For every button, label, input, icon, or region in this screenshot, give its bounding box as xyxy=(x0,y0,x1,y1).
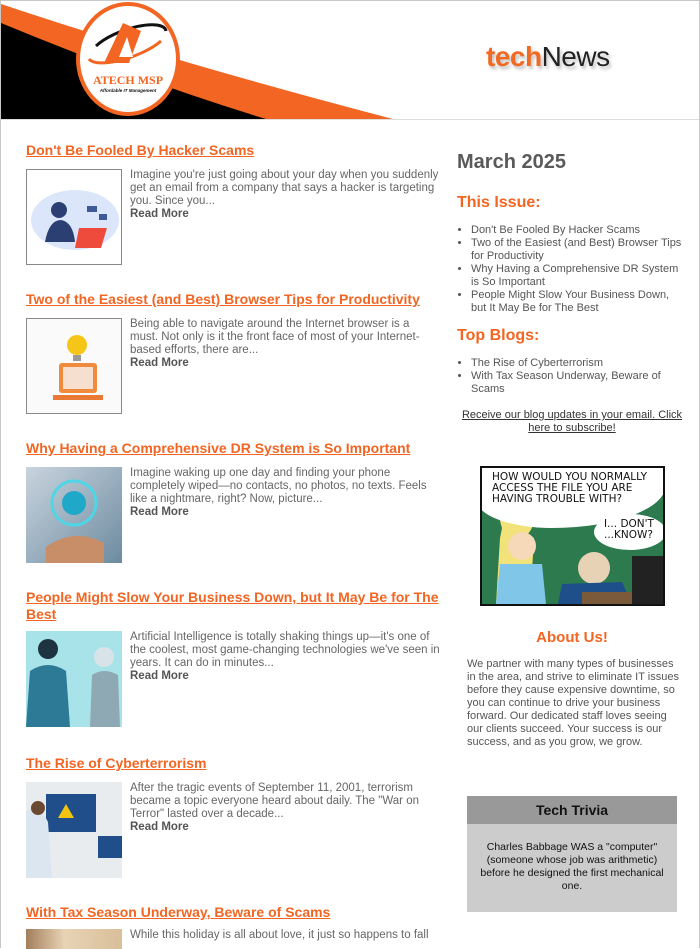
article xyxy=(26,589,441,727)
issue-month: March 2025 xyxy=(457,151,566,173)
article-title-link[interactable]: Why Having a Comprehensive DR System is So Important xyxy=(26,440,411,456)
about-text: We partner with many types of businesses in the area, and strive to eliminate IT issues before they cause expensive downtime, so you can continue to drive your business forward. Our dedicated staff loves seeing our clients succeed. Your success is our success, and as you grow, we grow. xyxy=(467,658,679,748)
top-blogs-list xyxy=(457,357,682,396)
this-issue-heading: This Issue: xyxy=(457,194,541,211)
this-issue-item[interactable]: • Two of the Easiest (and Best) Browser Tips for Productivity xyxy=(471,237,682,263)
article-title-link[interactable]: Don't Be Fooled By Hacker Scams xyxy=(26,142,255,158)
read-more-link[interactable]: Read More xyxy=(130,821,189,833)
this-issue-item[interactable]: • Don't Be Fooled By Hacker Scams xyxy=(471,224,682,237)
speech-bubble: HOW WOULD YOU NORMALLY ACCESS THE FILE YOU ARE HAVING TROUBLE WITH? xyxy=(480,466,665,528)
article-thumbnail[interactable] xyxy=(26,318,122,414)
subscribe-link[interactable]: Receive our blog updates in your email. Click here to subscribe! xyxy=(461,409,683,434)
article-excerpt: Being able to navigate around the Internet browser is a must. Not only is it the front face of most of your Internet-based efforts, there are... xyxy=(130,318,420,356)
trivia-text: Charles Babbage WAS a "computer" (someone whose job was arithmetic) before he designed the first mechanical one. xyxy=(467,824,677,912)
article-excerpt: Imagine waking up one day and finding your phone completely wiped—no contacts, no photos, no texts. Feels like a nightmare, right? Now, picture... xyxy=(130,467,427,505)
header-banner xyxy=(1,1,699,119)
this-issue-list xyxy=(457,224,682,315)
article-thumbnail[interactable] xyxy=(26,169,122,265)
article-excerpt: After the tragic events of September 11, 2001, terrorism became a topic everyone heard about daily. The "War on Terror" lasted over a decade... xyxy=(130,782,419,820)
read-more-link[interactable]: Read More xyxy=(130,357,189,369)
article-thumbnail[interactable] xyxy=(26,467,122,563)
top-blog-item[interactable]: • The Rise of Cyberterrorism xyxy=(471,357,682,370)
article-thumbnail[interactable] xyxy=(26,782,122,878)
article-excerpt: Imagine you're just going about your day when you suddenly get an email from a company that says a hacker is targeting you. Since you... xyxy=(130,169,439,207)
article-thumbnail[interactable] xyxy=(26,929,122,949)
article-excerpt: Artificial Intelligence is totally shaking things up—it's one of the coolest, most game-changing technologies we've seen in years. It can do in minutes... xyxy=(130,631,440,669)
read-more-link[interactable]: Read More xyxy=(130,208,189,220)
this-issue-item[interactable]: • Why Having a Comprehensive DR System is So Important xyxy=(471,263,682,289)
technews-brand: techNews xyxy=(486,41,610,72)
article-excerpt: While this holiday is all about love, it just so happens to fall xyxy=(130,929,429,941)
article-title-link[interactable]: The Rise of Cyberterrorism xyxy=(26,755,207,771)
speech-bubble: I... DON'T ...KNOW? xyxy=(594,514,665,550)
article xyxy=(26,142,441,265)
svg-text:Affordable IT Management: Affordable IT Management xyxy=(99,88,157,93)
logo xyxy=(78,4,178,114)
trivia-heading: Tech Trivia xyxy=(467,796,677,824)
tech-trivia-box xyxy=(467,796,677,912)
article-title-link[interactable]: Two of the Easiest (and Best) Browser Tips for Productivity xyxy=(26,291,420,307)
article xyxy=(26,440,441,563)
top-blogs-heading: Top Blogs: xyxy=(457,327,540,344)
article-title-link[interactable]: People Might Slow Your Business Down, but It May Be for The Best xyxy=(26,589,439,622)
article xyxy=(26,904,441,949)
about-heading: About Us! xyxy=(536,629,608,646)
this-issue-item[interactable]: • People Might Slow Your Business Down, but It May Be for The Best xyxy=(471,289,682,315)
article-title-link[interactable]: With Tax Season Underway, Beware of Scams xyxy=(26,904,331,920)
comic-strip xyxy=(480,466,665,606)
svg-text:ATECH MSP: ATECH MSP xyxy=(92,73,164,87)
read-more-link[interactable]: Read More xyxy=(130,506,189,518)
divider xyxy=(1,119,699,120)
top-blog-item[interactable]: • With Tax Season Underway, Beware of Scams xyxy=(471,370,682,396)
article xyxy=(26,755,441,878)
article-thumbnail[interactable] xyxy=(26,631,122,727)
read-more-link[interactable]: Read More xyxy=(130,670,189,682)
article xyxy=(26,291,441,414)
